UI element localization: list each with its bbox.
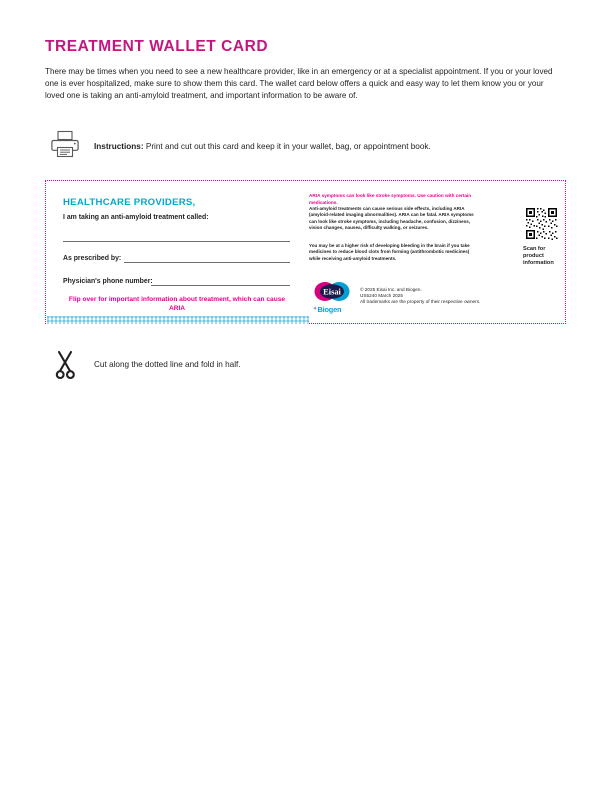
physician-phone-label: Physician's phone number: <box>63 278 153 285</box>
healthcare-providers-heading: HEALTHCARE PROVIDERS, <box>63 197 196 208</box>
card-front-panel <box>46 181 308 325</box>
copyright-line-1: © 2025 Eisai Inc. and Biogen. <box>360 287 422 292</box>
physician-phone-write-in-line[interactable] <box>151 285 290 286</box>
instructions-body: Print and cut out this card and keep it in your wallet, bag, or appointment book. <box>143 142 431 151</box>
intro-paragraph: There may be times when you need to see a new healthcare provider, like in an emergency or at a specialist appointment. If you or your loved one is ever hospitalized, make sure to show them this card. The wallet card below offers a quick and easy way to let them know you or your loved one is taking an anti-amyloid treatment, and important information to be aware of. <box>45 67 553 101</box>
eisai-logo <box>312 281 352 302</box>
card-back-panel <box>308 181 567 325</box>
qr-code-icon[interactable] <box>523 205 560 242</box>
scissors-icon <box>54 350 78 380</box>
aria-paragraph-2: You may be at a higher risk of developing bleeding in the brain if you take medicines to reduce blood clots from forming (antithrombotic medicines) while receiving anti-amyloid treatments. <box>309 243 470 261</box>
flip-over-note: Flip over for important information about treatment, which can cause ARIA <box>68 296 286 312</box>
svg-text:Eisai: Eisai <box>323 287 341 297</box>
wallet-card <box>45 180 566 324</box>
page-title: TREATMENT WALLET CARD <box>45 38 269 55</box>
prescribed-by-write-in-line[interactable] <box>124 262 290 263</box>
biogen-mark-icon: ✦ <box>313 306 317 312</box>
qr-block <box>523 205 567 267</box>
wallet-card-inner <box>46 181 565 323</box>
instructions-text <box>94 141 431 152</box>
biogen-wordmark: Biogen <box>317 305 342 314</box>
biogen-logo <box>313 305 341 314</box>
qr-caption: Scan for product information <box>523 246 554 266</box>
treatment-name-label: I am taking an anti-amyloid treatment called: <box>63 214 209 221</box>
instructions-label: Instructions: <box>94 142 144 151</box>
aria-paragraph-1: Anti-amyloid treatments can cause serious side effects, including ARIA (amyloid-related imaging abnormalities). ARIA can be fatal. ARIA symptoms can look like stroke symptoms, including headache, confusion, dizziness, vision changes, nausea, difficulty walking, or seizures. <box>309 206 474 230</box>
copyright-line-2: US5240 March 2025 <box>360 293 403 299</box>
aria-alert-text: ARIA symptoms can look like stroke symptoms. Use caution with certain medications. <box>309 193 472 205</box>
card-bottom-accent-band <box>47 316 309 324</box>
logo-group <box>312 281 356 319</box>
copyright-block <box>360 287 560 306</box>
copyright-line-3: All trademarks are the property of their respective owners. <box>360 299 481 305</box>
printer-icon <box>50 129 80 159</box>
cut-note-row <box>46 350 446 380</box>
prescribed-by-label: As prescribed by: <box>63 255 122 262</box>
cut-note-text: Cut along the dotted line and fold in half. <box>94 360 241 369</box>
instructions-row <box>46 129 546 159</box>
treatment-name-write-in-line[interactable] <box>63 241 290 242</box>
